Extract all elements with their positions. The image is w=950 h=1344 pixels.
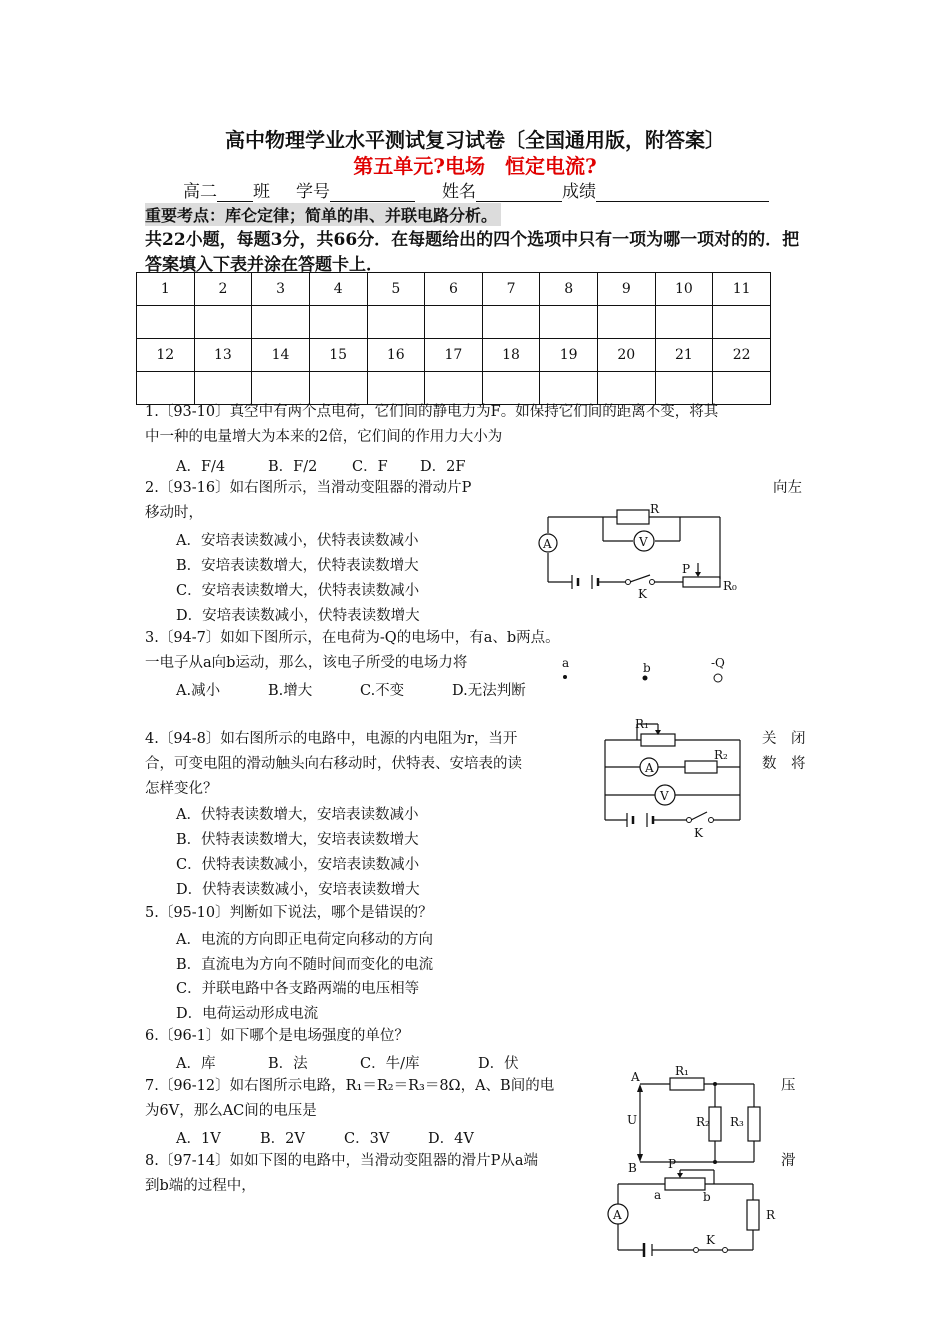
class-blank[interactable] bbox=[217, 181, 253, 202]
answer-cell[interactable] bbox=[194, 306, 252, 339]
q2-stem-line2: 移动时， bbox=[145, 505, 203, 521]
q2-switch-label: K bbox=[638, 587, 647, 601]
table-row-answers-1 bbox=[137, 306, 771, 339]
q3-option-c[interactable]: C.不变 bbox=[360, 683, 405, 699]
score-blank[interactable] bbox=[596, 181, 769, 202]
question-number-cell: 11 bbox=[713, 273, 771, 306]
answer-cell[interactable] bbox=[540, 306, 598, 339]
q7-r3-label: R₃ bbox=[730, 1115, 744, 1129]
question-number-cell: 21 bbox=[655, 339, 713, 372]
q4-ammeter-label: A bbox=[645, 761, 654, 775]
answer-cell[interactable] bbox=[367, 306, 425, 339]
table-row-numbers-1 bbox=[137, 273, 771, 306]
q3-stem-line2: 一电子从a向b运动，那么，该电子所受的电场力将 bbox=[145, 655, 468, 671]
question-number-cell: 5 bbox=[367, 273, 425, 306]
question-number-cell: 7 bbox=[482, 273, 540, 306]
q4-option-b[interactable]: B．伏特表读数增大，安培表读数增大 bbox=[176, 832, 419, 848]
q4-r1-label: R₁ bbox=[635, 717, 649, 731]
q8-end-a-label: a bbox=[654, 1188, 662, 1202]
q6-option-c[interactable]: C．牛/库 bbox=[360, 1056, 420, 1072]
key-points: 重要考点：库仑定律；简单的串、并联电路分析。 bbox=[145, 203, 501, 226]
q1-option-c[interactable]: C．F bbox=[352, 459, 388, 475]
q3-option-a[interactable]: A.减小 bbox=[176, 683, 221, 699]
q2-stem-line1: 2.〔93-16〕如右图所示，当滑动变阻器的滑动片P bbox=[145, 480, 472, 496]
question-number-cell: 17 bbox=[425, 339, 483, 372]
q7-stem-line1-tail: 压 bbox=[781, 1078, 796, 1094]
q6-option-b[interactable]: B．法 bbox=[268, 1056, 308, 1072]
q7-voltage-label: U bbox=[627, 1113, 638, 1127]
q3-option-b[interactable]: B.增大 bbox=[268, 683, 313, 699]
q3-field-diagram bbox=[555, 652, 735, 690]
question-number-cell: 12 bbox=[137, 339, 195, 372]
q8-end-b-label: b bbox=[703, 1190, 711, 1204]
q4-stem-line1: 4.〔94-8〕如右图所示的电路中，电源的内电阻为r，当开 bbox=[145, 731, 518, 747]
question-number-cell: 18 bbox=[482, 339, 540, 372]
q6-stem: 6.〔96-1〕如下哪个是电场强度的单位？ bbox=[145, 1028, 409, 1044]
q8-resistor-label: R bbox=[766, 1208, 776, 1222]
q3-point-a-label: a bbox=[562, 656, 570, 670]
name-label: 姓名 bbox=[442, 182, 476, 202]
q5-option-d[interactable]: D．电荷运动形成电流 bbox=[176, 1006, 319, 1022]
q8-ammeter-label: A bbox=[613, 1208, 622, 1222]
q4-option-c[interactable]: C．伏特表读数减小，安培表读数减小 bbox=[176, 857, 420, 873]
table-row-numbers-2 bbox=[137, 339, 771, 372]
q4-r2-label: R₂ bbox=[714, 748, 728, 762]
instructions: 共22小题，每题3分，共66分．在每题给出的四个选项中只有一项为哪一项对的的．把答案填入下表并涂在答题卡上． bbox=[145, 230, 800, 275]
q4-stem-line2: 合，可变电阻的滑动触头向右移动时，伏特表、安培表的读 bbox=[145, 756, 522, 772]
q7-circuit-diagram bbox=[622, 1062, 767, 1175]
q4-stem-line1-tail: 关 闭 bbox=[762, 731, 806, 747]
q3-option-d[interactable]: D.无法判断 bbox=[452, 683, 526, 699]
question-number-cell: 14 bbox=[252, 339, 310, 372]
q1-option-b[interactable]: B．F/2 bbox=[268, 459, 318, 475]
question-number-cell: 2 bbox=[194, 273, 252, 306]
q6-option-d[interactable]: D．伏 bbox=[478, 1056, 519, 1072]
question-number-cell: 19 bbox=[540, 339, 598, 372]
answer-cell[interactable] bbox=[655, 306, 713, 339]
question-number-cell: 3 bbox=[252, 273, 310, 306]
question-number-cell: 10 bbox=[655, 273, 713, 306]
q3-point-b-label: b bbox=[643, 661, 651, 675]
q8-circuit-diagram bbox=[600, 1157, 790, 1260]
answer-cell[interactable] bbox=[137, 306, 195, 339]
q2-option-d[interactable]: D．安培表读数减小，伏特表读数增大 bbox=[176, 608, 420, 624]
score-label: 成绩 bbox=[562, 182, 596, 202]
q4-stem-line3: 怎样变化？ bbox=[145, 781, 218, 797]
student-info-line bbox=[183, 177, 769, 202]
q2-resistor-label: R bbox=[650, 502, 660, 516]
grade-label: 高二 bbox=[183, 182, 217, 202]
question-number-cell: 16 bbox=[367, 339, 425, 372]
q7-option-d[interactable]: D．4V bbox=[428, 1131, 474, 1147]
q5-stem: 5.〔95-10〕判断如下说法，哪个是错误的？ bbox=[145, 905, 433, 921]
answer-cell[interactable] bbox=[482, 306, 540, 339]
q8-switch-label: K bbox=[706, 1233, 715, 1247]
q2-option-b[interactable]: B．安培表读数增大，伏特表读数增大 bbox=[176, 558, 419, 574]
q1-stem-line2: 中一种的电量增大为本来的2倍，它们间的作用力大小为 bbox=[145, 429, 503, 445]
q8-stem-line1: 8.〔97-14〕如如下图的电路中，当滑动变阻器的滑片P从a端 bbox=[145, 1153, 539, 1169]
q4-voltmeter-label: V bbox=[660, 789, 669, 803]
q3-stem-line1: 3.〔94-7〕如如下图所示，在电荷为-Q的电场中，有a、b两点。 bbox=[145, 630, 560, 646]
question-number-cell: 20 bbox=[598, 339, 656, 372]
q2-ammeter-label: A bbox=[543, 537, 552, 551]
q7-point-a-label: A bbox=[631, 1070, 640, 1084]
q2-circuit-diagram bbox=[535, 495, 775, 605]
q8-stem-line1-tail: 滑 bbox=[781, 1153, 796, 1169]
q1-option-d[interactable]: D．2F bbox=[420, 459, 466, 475]
q8-stem-line2: 到b端的过程中， bbox=[145, 1178, 256, 1194]
q4-option-d[interactable]: D．伏特表读数减小，安培表读数增大 bbox=[176, 882, 420, 898]
student-id-label: 学号 bbox=[296, 182, 330, 202]
page-title: 高中物理学业水平测试复习试卷〔全国通用版，附答案〕 bbox=[225, 128, 725, 152]
name-blank[interactable] bbox=[476, 181, 562, 202]
q7-option-b[interactable]: B．2V bbox=[260, 1131, 305, 1147]
q8-slider-label: P bbox=[668, 1157, 677, 1171]
q7-option-a[interactable]: A．1V bbox=[176, 1131, 221, 1147]
q7-stem-line2: 为6V，那么AC间的电压是 bbox=[145, 1103, 317, 1119]
q2-voltmeter-label: V bbox=[639, 535, 648, 549]
question-number-cell: 15 bbox=[309, 339, 367, 372]
answer-cell[interactable] bbox=[425, 306, 483, 339]
answer-cell[interactable] bbox=[713, 372, 771, 405]
answer-cell[interactable] bbox=[598, 306, 656, 339]
q1-option-a[interactable]: A．F/4 bbox=[176, 459, 226, 475]
q7-r1-label: R₁ bbox=[675, 1064, 689, 1078]
answer-cell[interactable] bbox=[309, 306, 367, 339]
question-number-cell: 22 bbox=[713, 339, 771, 372]
question-number-cell: 1 bbox=[137, 273, 195, 306]
q6-option-a[interactable]: A．库 bbox=[176, 1056, 216, 1072]
question-number-cell: 9 bbox=[598, 273, 656, 306]
question-number-cell: 4 bbox=[309, 273, 367, 306]
q7-option-c[interactable]: C．3V bbox=[344, 1131, 390, 1147]
unit-subtitle: 第五单元?电场 恒定电流? bbox=[353, 154, 597, 178]
q3-charge-label: -Q bbox=[711, 656, 725, 670]
q2-rheostat-label: R₀ bbox=[723, 579, 737, 593]
question-number-cell: 13 bbox=[194, 339, 252, 372]
q5-option-b[interactable]: B．直流电为方向不随时间而变化的电流 bbox=[176, 957, 434, 973]
q5-option-c[interactable]: C．并联电路中各支路两端的电压相等 bbox=[176, 981, 420, 997]
student-id-blank[interactable] bbox=[330, 181, 415, 202]
q7-point-b-label: B bbox=[628, 1161, 637, 1175]
q2-option-a[interactable]: A．安培表读数减小，伏特表读数减小 bbox=[176, 533, 419, 549]
q4-option-a[interactable]: A．伏特表读数增大，安培表读数减小 bbox=[176, 807, 419, 823]
q7-stem-line1: 7.〔96-12〕如右图所示电路，R₁＝R₂＝R₃＝8Ω，A、B间的电 bbox=[145, 1078, 555, 1094]
answer-cell[interactable] bbox=[252, 306, 310, 339]
q2-slider-label: P bbox=[682, 562, 691, 576]
q5-option-a[interactable]: A．电流的方向即正电荷定向移动的方向 bbox=[176, 932, 433, 948]
question-number-cell: 6 bbox=[425, 273, 483, 306]
q4-switch-label: K bbox=[694, 826, 703, 840]
q4-circuit-diagram bbox=[595, 712, 755, 842]
answer-table bbox=[136, 272, 771, 405]
q7-r2-label: R₂ bbox=[696, 1115, 710, 1129]
q2-option-c[interactable]: C．安培表读数增大，伏特表读数减小 bbox=[176, 583, 420, 599]
answer-cell[interactable] bbox=[713, 306, 771, 339]
question-number-cell: 8 bbox=[540, 273, 598, 306]
q2-stem-line1-tail: 向左 bbox=[773, 480, 802, 496]
q1-stem-line1: 1.〔93-10〕真空中有两个点电荷，它们间的静电力为F。如保持它们间的距离不变，将其 bbox=[145, 404, 719, 420]
q4-stem-line2-tail: 数 将 bbox=[762, 756, 806, 772]
class-label: 班 bbox=[253, 182, 270, 202]
